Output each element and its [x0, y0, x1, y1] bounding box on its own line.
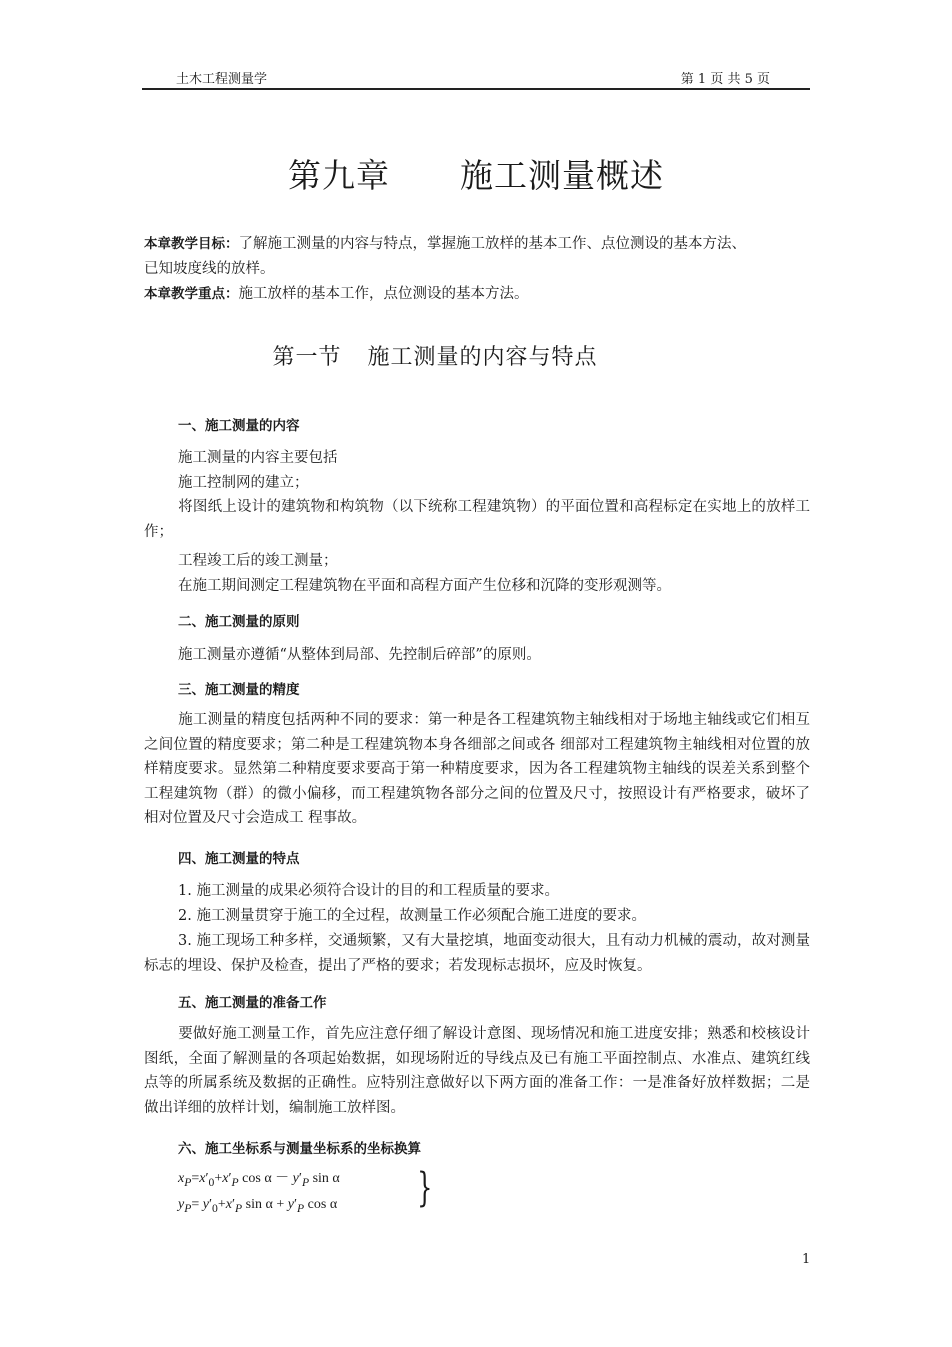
chapter-title — [0, 150, 952, 197]
content-line-2: 施工控制网的建立； — [178, 475, 309, 491]
preparation-paragraph — [144, 1022, 810, 1120]
heading-principle: 二、施工测量的原则 — [178, 614, 300, 630]
principle-text: 施工测量亦遵循“从整体到局部、先控制后碎部”的原则。 — [178, 647, 541, 663]
header-page-info: 第 1 页 共 5 页 — [680, 72, 770, 87]
objectives-label: 本章教学目标： — [144, 236, 239, 252]
content-line-1: 施工测量的内容主要包括 — [178, 450, 338, 466]
content-line-5: 在施工期间测定工程建筑物在平面和高程方面产生位移和沉降的变形观测等。 — [178, 578, 671, 594]
feature-item-1: 1. 施工测量的成果必须符合设计的目的和工程质量的要求。 — [178, 883, 559, 899]
formula-brace: } — [417, 1165, 433, 1211]
heading-preparation: 五、施工测量的准备工作 — [178, 995, 327, 1011]
chapter-name: 施工测量概述 — [460, 156, 664, 195]
heading-coordinate-transform: 六、施工坐标系与测量坐标系的坐标换算 — [178, 1141, 421, 1157]
precision-text: 施工测量的精度包括两种不同的要求：第一种是各工程建筑物主轴线相对于场地主轴线或它们相互之间位置的精度要求；第二种是工程建筑物本身各细部之间或各 细部对工程建筑物主轴线相对位置的放样精度要求。显然第二种精度要求要高于第一种精度要求，因为各工程建筑物主轴线的误差关系到整个工程建筑物（群）的微小偏移，而工程建筑物各部分之间的位置及尺寸，按照设计有严格要求，破坏了相对位置及尺寸会造成工 程事故。 — [144, 712, 810, 826]
section-number: 第一节 — [272, 345, 342, 370]
feature-item-3-text: 3. 施工现场工种多样，交通频繁，又有大量挖填，地面变动很大，且有动力机械的震动，故对测量标志的埋设、保护及检查，提出了严格的要求；若发现标志损坏，应及时恢复。 — [144, 933, 810, 974]
chapter-number: 第九章 — [288, 156, 390, 195]
heading-content: 一、施工测量的内容 — [178, 418, 300, 434]
coordinate-formula — [178, 1168, 340, 1220]
formula-yp: $y_P= y'_0+x'_P$ $\sin \alpha + y'_P$ cos α — [178, 1196, 338, 1215]
section-name: 施工测量的内容与特点 — [367, 345, 598, 370]
formula-xp: $x_P=x'_0+x'_P$ $\cos \alpha - y'_P$ sin α — [178, 1171, 340, 1189]
feature-item-2: 2. 施工测量贯穿于施工的全过程，故测量工作必须配合施工进度的要求。 — [178, 908, 646, 924]
heading-features: 四、施工测量的特点 — [178, 851, 300, 867]
page-header — [142, 66, 810, 90]
content-paragraph-3 — [144, 495, 810, 544]
page-number: 1 — [802, 1252, 811, 1267]
header-book-title: 土木工程测量学 — [176, 72, 268, 87]
precision-paragraph — [144, 708, 810, 831]
content-line-3: 将图纸上设计的建筑物和构筑物（以下统称工程建筑物）的平面位置和高程标定在实地上的放样工作； — [144, 499, 810, 540]
section-title — [0, 340, 870, 371]
preparation-text: 要做好施工测量工作，首先应注意仔细了解设计意图、现场情况和施工进度安排；熟悉和校核设计图纸，全面了解测量的各项起始数据，如现场附近的导线点及已有施工平面控制点、水准点、建筑红线点等的所属系统及数据的正确性。应特别注意做好以下两方面的准备工作：一是准备好放样数据；二是做出详细的放样计划，编制施工放样图。 — [144, 1026, 810, 1116]
focus-label: 本章教学重点： — [144, 286, 239, 302]
focus-text: 施工放样的基本工作，点位测设的基本方法。 — [238, 286, 529, 302]
content-line-4: 工程竣工后的竣工测量； — [178, 553, 338, 569]
objectives-text: 了解施工测量的内容与特点，掌握施工放样的基本工作、点位测设的基本方法、 — [238, 236, 746, 252]
teaching-objectives — [144, 232, 814, 307]
objectives-text-cont: 已知坡度线的放样。 — [144, 261, 275, 277]
heading-precision: 三、施工测量的精度 — [178, 682, 300, 698]
feature-item-3 — [144, 929, 810, 978]
